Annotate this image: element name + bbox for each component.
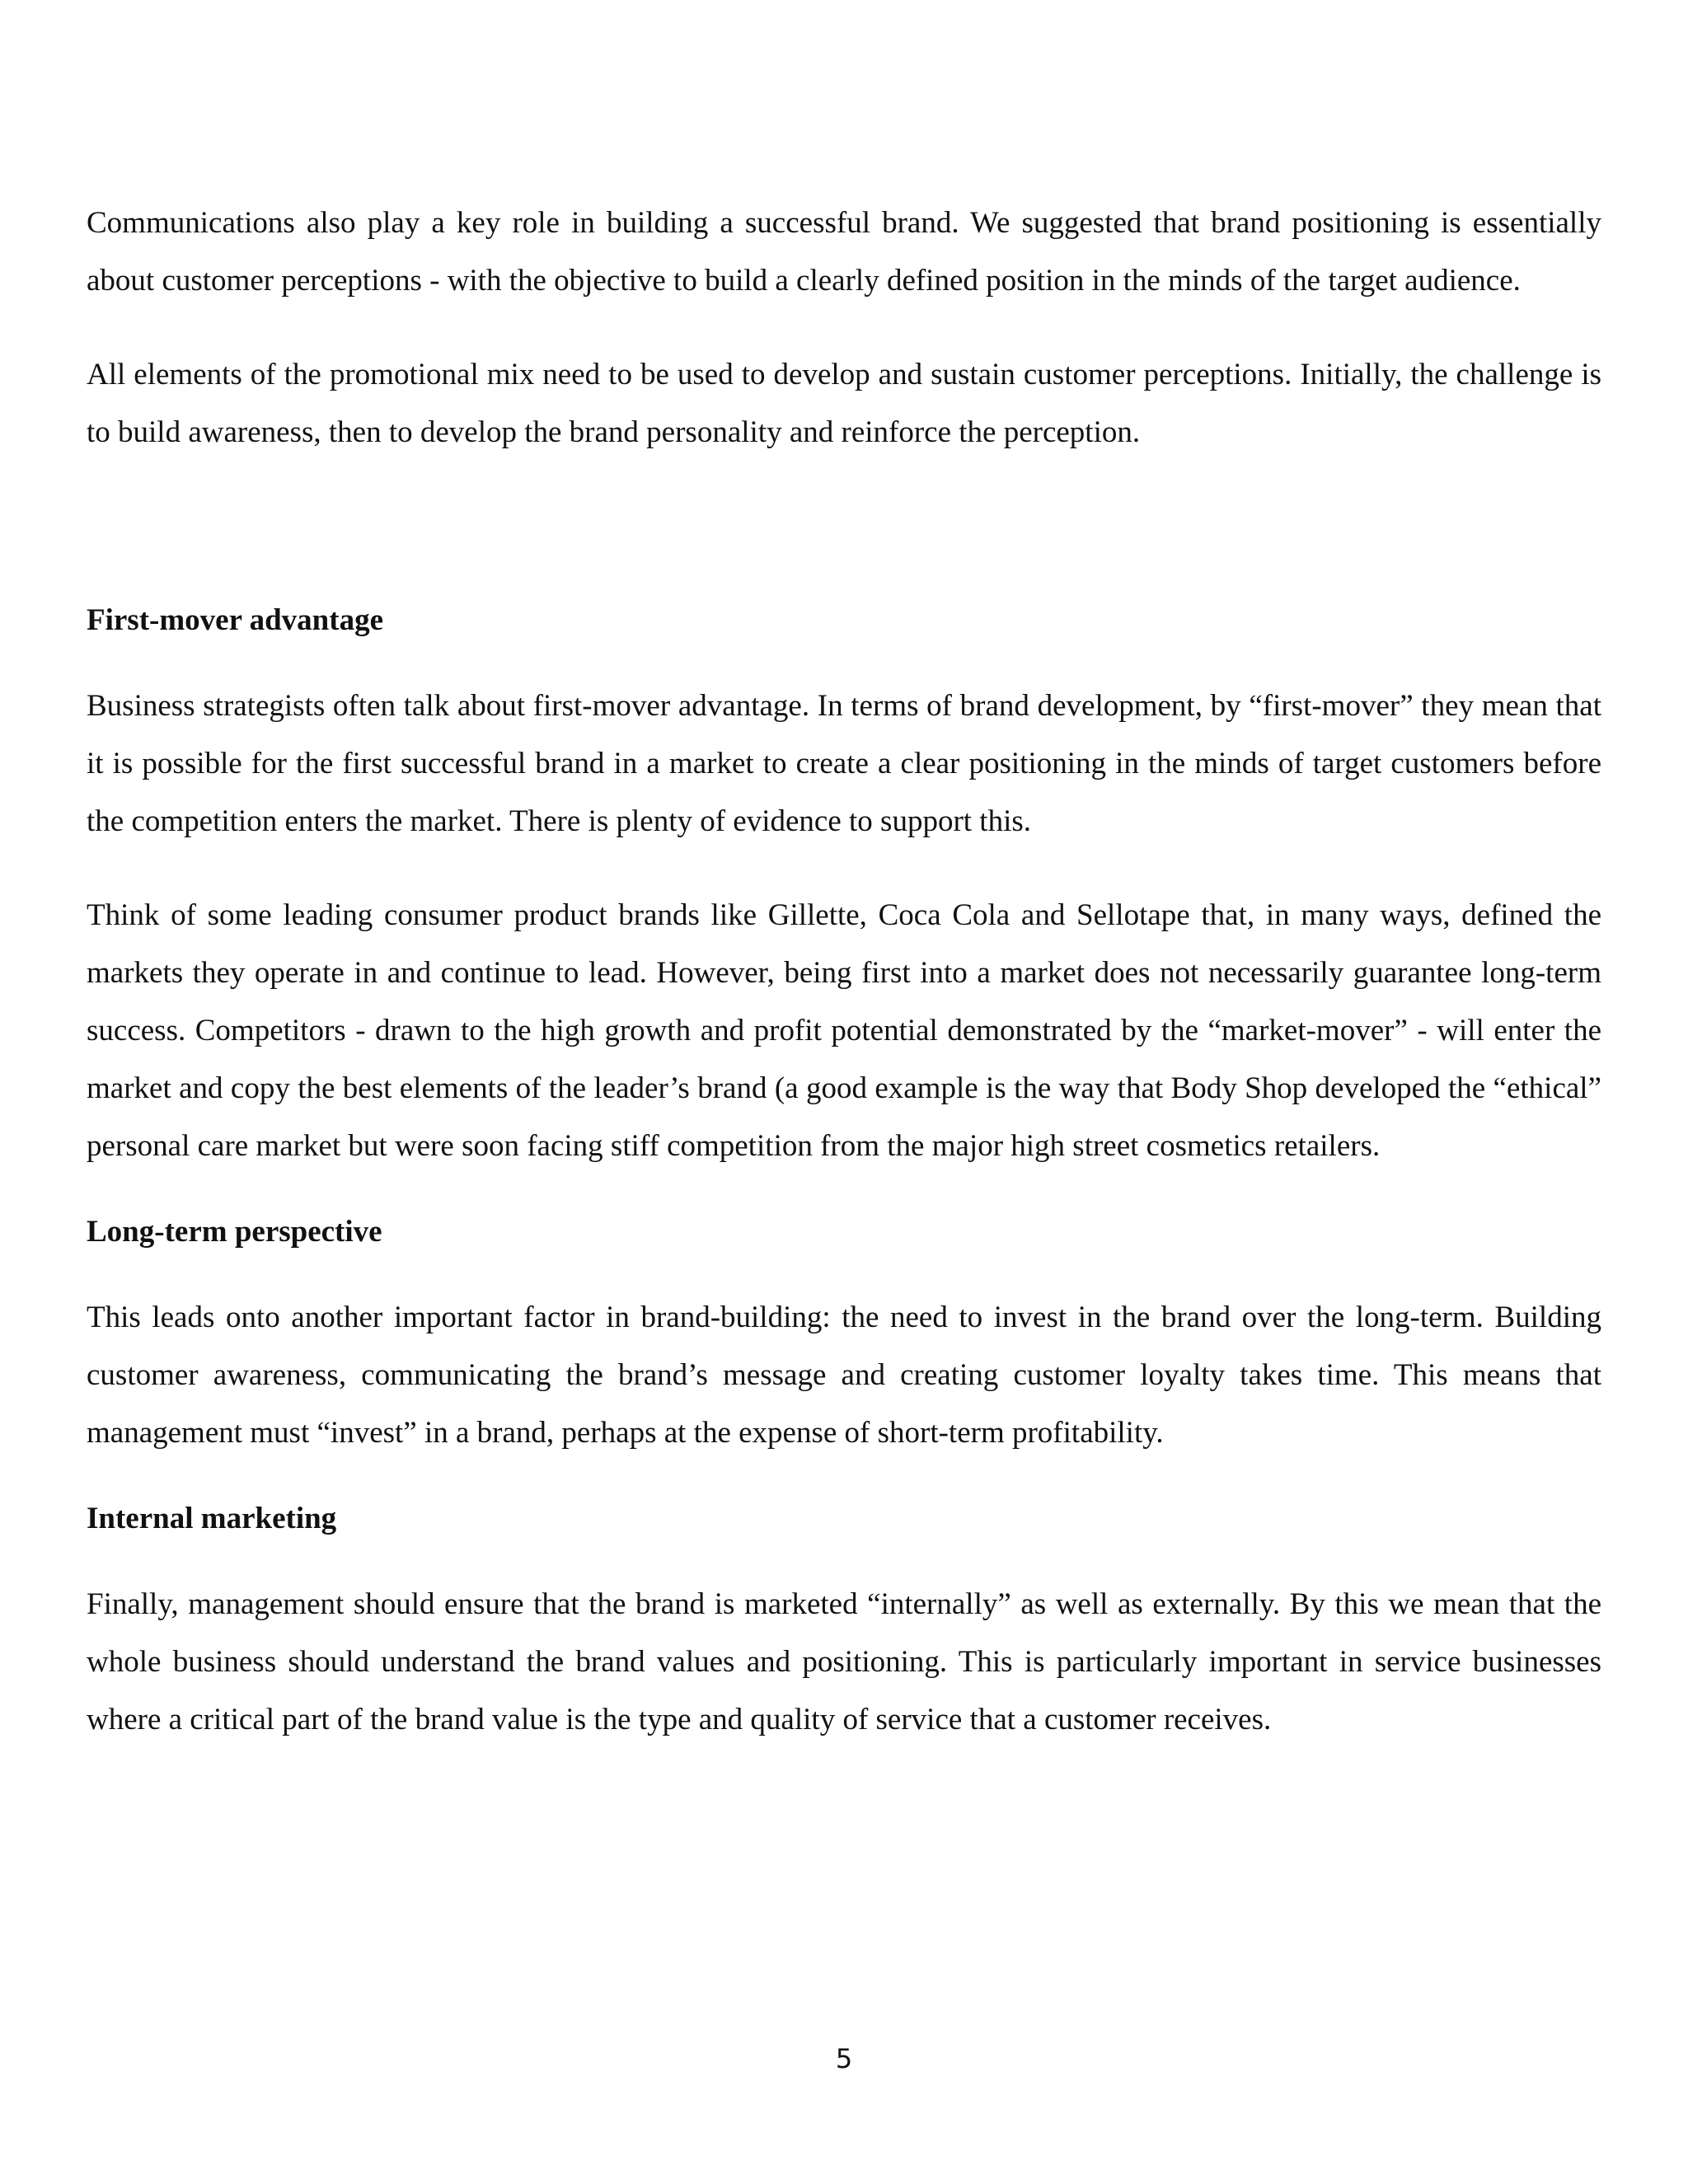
heading-internal-marketing: Internal marketing xyxy=(87,1502,337,1535)
intro-paragraph-promotional-mix: All elements of the promotional mix need to be used to develop and sustain customer perceptions. Initially, the challenge is to build awareness, then to develop the brand personality and reinforce the perception. xyxy=(87,358,1601,449)
paragraph-internal-marketing: Finally, management should ensure that the brand is marketed “internally” as well as externally. By this we mean that the whole business should understand the brand values and positioning. This is particularly important in service businesses where a critical part of the brand value is the type and quality of service that a customer receives. xyxy=(87,1587,1601,1736)
section-spacer xyxy=(87,498,1601,600)
heading-first-mover-advantage: First-mover advantage xyxy=(87,603,383,637)
page-number: 5 xyxy=(835,2043,853,2074)
paragraph-first-mover-examples: Think of some leading consumer product brands like Gillette, Coca Cola and Sellotape that, in many ways, defined the markets they operate in and continue to lead. However, being first into a market does not necessarily guarantee long-term success. Competitors ‐ drawn to the high growth and profit potential demonstrated by the “market-mover” ‐ will enter the market and copy the best elements of the leader’s brand (a good example is the way that Body Shop developed the “ethical” personal care market but were soon facing stiff competition from the major high street cosmetics retailers. xyxy=(87,898,1601,1163)
paragraph-long-term-investment: This leads onto another important factor in brand-building: the need to invest in the brand over the long-term. Building customer awareness, communicating the brand’s message and creating customer loyalty takes time. This means that management must “invest” in a brand, perhaps at the expense of short-term profitability. xyxy=(87,1301,1601,1450)
intro-paragraph-communications: Communications also play a key role in building a successful brand. We suggested that brand positioning is essentially about customer perceptions ‐ with the objective to build a clearly defined position in the minds of the target audience. xyxy=(87,206,1601,298)
paragraph-first-mover-definition: Business strategists often talk about first-mover advantage. In terms of brand development, by “first-mover” they mean that it is possible for the first successful brand in a market to create a clear positioning in the minds of target customers before the competition enters the market. There is plenty of evidence to support this. xyxy=(87,689,1601,838)
heading-long-term-perspective: Long-term perspective xyxy=(87,1215,382,1249)
